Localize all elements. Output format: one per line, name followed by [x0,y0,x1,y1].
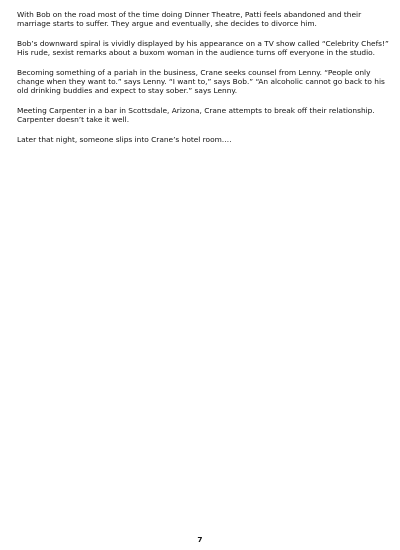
paragraph-3: Becoming something of a pariah in the business, Crane seeks counsel from Lenny. “People only change when they want to.” says Lenny. “I want to,” says Bob.” “An alcoholic cannot go back to his old drinking buddies and expect to stay sober.” says Lenny. [17,68,385,95]
paragraph-5: Later that night, someone slips into Crane’s hotel room…. [17,135,232,144]
page-body [17,10,389,155]
page-number: 7 [197,535,203,544]
paragraph-2: Bob’s downward spiral is vividly displayed by his appearance on a TV show called “Celebrity Chefs!” His rude, sexist remarks about a buxom woman in the audience turns off everyone in the studio. [17,39,389,57]
paragraph-1: With Bob on the road most of the time doing Dinner Theatre, Patti feels abandoned and their marriage starts to suffer. They argue and eventually, she decides to divorce him. [17,10,362,28]
paragraph-4: Meeting Carpenter in a bar in Scottsdale, Arizona, Crane attempts to break off their relationship. Carpenter doesn’t take it well. [17,106,375,124]
